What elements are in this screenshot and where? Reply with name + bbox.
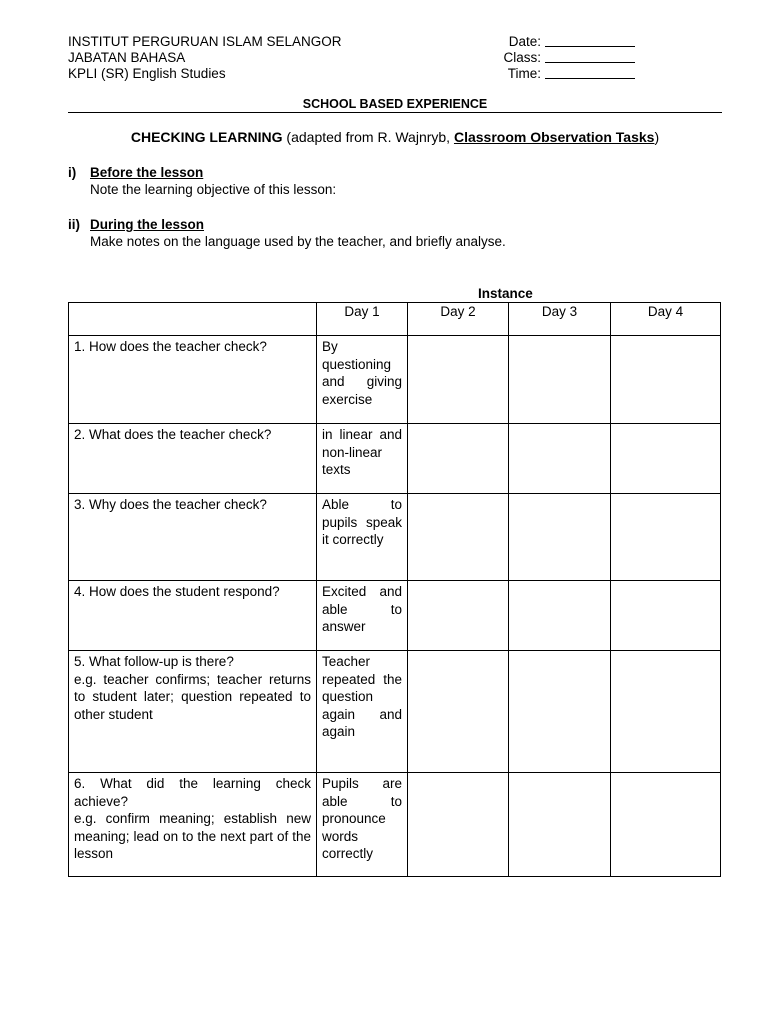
section-number: ii) xyxy=(68,217,80,232)
question-cell xyxy=(69,424,317,494)
day2-cell xyxy=(408,773,509,877)
question-cell xyxy=(69,494,317,581)
section-during-lesson xyxy=(68,216,506,250)
table-header-day1: Day 1 xyxy=(317,303,408,336)
question-text: 1. How does the teacher check? xyxy=(74,339,267,354)
day3-cell xyxy=(509,494,611,581)
observation-table xyxy=(68,302,721,877)
section-heading: Before the lesson xyxy=(90,165,204,180)
title-divider xyxy=(68,112,722,113)
course-name: KPLI (SR) English Studies xyxy=(68,66,226,81)
day1-cell: in linear and non-linear texts xyxy=(317,424,408,494)
instance-label: Instance xyxy=(478,286,533,301)
day2-cell xyxy=(408,424,509,494)
date-field xyxy=(498,34,635,50)
question-text: 4. How does the student respond? xyxy=(74,584,280,599)
table-header-row xyxy=(69,303,721,336)
time-blank xyxy=(545,66,635,79)
table-row xyxy=(69,494,721,581)
time-label: Time: xyxy=(507,66,541,81)
day2-cell xyxy=(408,651,509,773)
day4-cell xyxy=(611,336,721,424)
date-blank xyxy=(545,34,635,47)
day2-cell xyxy=(408,581,509,651)
day2-cell xyxy=(408,494,509,581)
class-blank xyxy=(545,50,635,63)
table-header-day2: Day 2 xyxy=(408,303,509,336)
subtitle-main: CHECKING LEARNING xyxy=(130,129,283,145)
class-label: Class: xyxy=(503,50,541,65)
table-header-day4: Day 4 xyxy=(611,303,721,336)
day3-cell xyxy=(509,581,611,651)
page-subtitle xyxy=(68,129,722,145)
table-row xyxy=(69,773,721,877)
subtitle-close: ) xyxy=(654,129,660,145)
day2-cell xyxy=(408,336,509,424)
question-text: 5. What follow-up is there? xyxy=(74,654,234,669)
table-header-blank xyxy=(69,303,317,336)
time-field xyxy=(498,66,635,82)
question-text: 2. What does the teacher check? xyxy=(74,427,272,442)
day1-cell: Excited and able to answer xyxy=(317,581,408,651)
day3-cell xyxy=(509,336,611,424)
section-heading: During the lesson xyxy=(90,217,205,232)
day3-cell xyxy=(509,424,611,494)
class-field xyxy=(498,50,635,66)
table-header-day3: Day 3 xyxy=(509,303,611,336)
day1-cell: Pupils are able to pronounce words correctly xyxy=(317,773,408,877)
table-row xyxy=(69,651,721,773)
header-left xyxy=(68,34,342,82)
day3-cell xyxy=(509,773,611,877)
question-text: 3. Why does the teacher check? xyxy=(74,497,267,512)
section-text: Make notes on the language used by the teacher, and briefly analyse. xyxy=(90,234,506,249)
day1-cell: Teacher repeated the question again and again xyxy=(317,651,408,773)
table-row xyxy=(69,581,721,651)
department-name: JABATAN BAHASA xyxy=(68,50,186,65)
day1-cell: By questioning and giving exercise xyxy=(317,336,408,424)
day3-cell xyxy=(509,651,611,773)
header-right xyxy=(498,34,635,82)
page-title: SCHOOL BASED EXPERIENCE xyxy=(302,97,488,111)
subtitle-book: Classroom Observation Tasks xyxy=(453,129,655,145)
section-number: i) xyxy=(68,165,77,180)
day4-cell xyxy=(611,581,721,651)
question-cell xyxy=(69,773,317,877)
section-text: Note the learning objective of this lesson: xyxy=(90,182,337,197)
question-text: 6. What did the learning check achieve? xyxy=(74,776,311,809)
question-cell xyxy=(69,581,317,651)
question-cell xyxy=(69,336,317,424)
day4-cell xyxy=(611,494,721,581)
table-row xyxy=(69,336,721,424)
day4-cell xyxy=(611,773,721,877)
question-example: e.g. teacher confirms; teacher returns to student later; question repeated to other student xyxy=(74,671,311,722)
date-label: Date: xyxy=(508,34,541,49)
table-row xyxy=(69,424,721,494)
section-before-lesson xyxy=(68,164,336,198)
institution-name: INSTITUT PERGURUAN ISLAM SELANGOR xyxy=(68,34,342,49)
question-cell xyxy=(69,651,317,773)
day1-cell: Able to pupils speak it correctly xyxy=(317,494,408,581)
day4-cell xyxy=(611,424,721,494)
question-example: e.g. confirm meaning; establish new meaning; lead on to the next part of the lesson xyxy=(74,811,311,861)
day4-cell xyxy=(611,651,721,773)
subtitle-source: (adapted from R. Wajnryb, xyxy=(282,129,454,145)
